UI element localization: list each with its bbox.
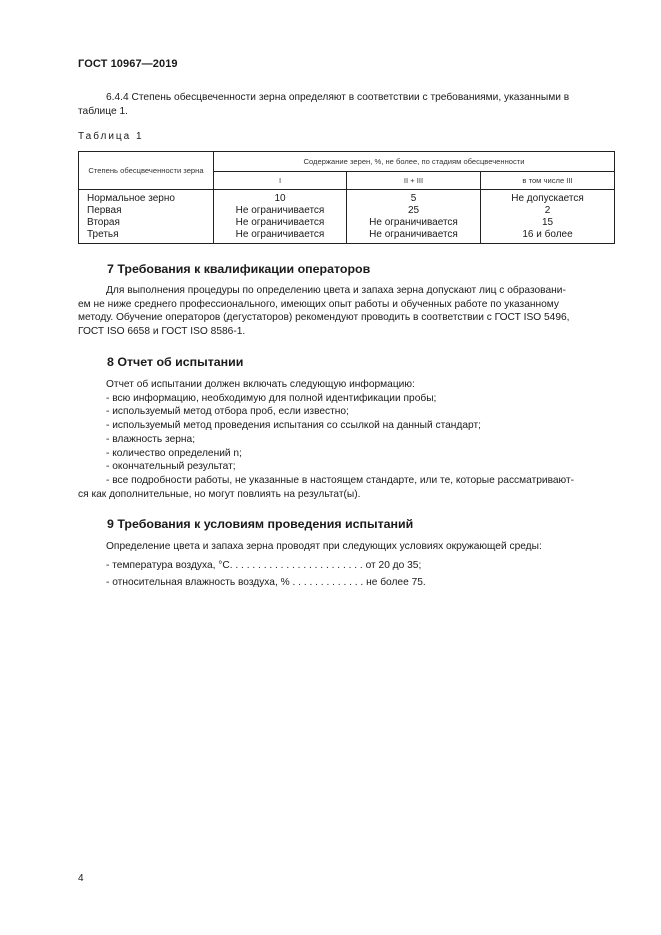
clause-text-line2: таблице 1. — [78, 105, 128, 117]
list-item: - температура воздуха, °С. . . . . . . . . . . . . . . . . . . . . . . . от 20 до 35; — [106, 560, 422, 571]
section-7-title: 7 Требования к квалификации операторов — [107, 262, 371, 276]
cell-stage23: Не ограничивается — [347, 229, 481, 244]
section-8-intro: Отчет об испытании должен включать следующую информацию: — [106, 379, 415, 390]
list-item: - используемый метод проведения испытания со ссылкой на данный стандарт; — [106, 420, 481, 432]
cell-stage3: 2 — [481, 205, 615, 217]
cell-degree: Нормальное зерно — [79, 190, 214, 206]
cell-stage3: 15 — [481, 217, 615, 229]
cell-stage3: 16 и более — [481, 229, 615, 244]
table-caption: Таблица 1 — [78, 131, 144, 142]
clause-number: 6.4.4 — [106, 92, 129, 103]
subheader-stage-3: в том числе III — [481, 172, 615, 190]
section-7-line4: ГОСТ ISO 6658 и ГОСТ ISO 8586-1. — [78, 326, 246, 338]
subheader-stage-2-3: II + III — [347, 172, 481, 190]
header-degree: Степень обесцвеченности зерна — [79, 152, 214, 190]
cell-stage1: Не ограничивается — [214, 229, 347, 244]
clause-text-line1: Степень обесцвеченности зерна определяют в соответствии с требованиями, указанными в — [131, 92, 570, 103]
cell-stage1: 10 — [214, 190, 347, 206]
section-8-title: 8 Отчет об испытании — [107, 355, 244, 369]
cell-stage1: Не ограничивается — [214, 205, 347, 217]
list-item: - все подробности работы, не указанные в настоящем стандарте, или те, которые рассматривают- — [106, 474, 575, 486]
list-item: - окончательный результат; — [106, 461, 236, 473]
list-item: - влажность зерна; — [106, 433, 196, 445]
table-1 — [78, 151, 615, 244]
cell-stage1: Не ограничивается — [214, 217, 347, 229]
subheader-stage-1: I — [214, 172, 347, 190]
document-header: ГОСТ 10967—2019 — [78, 58, 178, 70]
section-7-line2: ем не ниже среднего профессионального, имеющих опыт работы и обученных работе по указанному — [78, 298, 560, 310]
cell-degree: Вторая — [79, 217, 214, 229]
cell-degree: Первая — [79, 205, 214, 217]
table-row — [79, 217, 615, 229]
list-item: - используемый метод отбора проб, если известно; — [106, 406, 349, 418]
list-item-continuation: ся как дополнительные, но могут повлиять на результат(ы). — [78, 488, 361, 500]
cell-degree: Третья — [79, 229, 214, 244]
section-9-title: 9 Требования к условиям проведения испытаний — [107, 517, 414, 531]
section-9-intro: Определение цвета и запаха зерна проводят при следующих условиях окружающей среды: — [106, 541, 542, 552]
table-row — [79, 205, 615, 217]
table-row — [79, 229, 615, 244]
list-item: - количество определений n; — [106, 447, 242, 459]
cell-stage3: Не допускается — [481, 190, 615, 206]
page-number: 4 — [78, 873, 84, 884]
cell-stage23: 5 — [347, 190, 481, 206]
cell-stage23: Не ограничивается — [347, 217, 481, 229]
clause-6-4-4 — [78, 91, 616, 105]
section-7-line3: методу. Обучение операторов (дегустаторов) рекомендуют проводить в соответствии с ГОСТ ISO 5496, — [78, 312, 570, 324]
table-row — [79, 190, 615, 206]
cell-stage23: 25 — [347, 205, 481, 217]
header-content-group: Содержание зерен, %, не более, по стадиям обесцвеченности — [214, 152, 615, 172]
section-7-line1: Для выполнения процедуры по определению цвета и запаха зерна допускают лиц с образовани- — [106, 285, 566, 296]
list-item: - всю информацию, необходимую для полной идентификации пробы; — [106, 392, 437, 404]
list-item: - относительная влажность воздуха, % . . . . . . . . . . . . . не более 75. — [106, 577, 426, 588]
